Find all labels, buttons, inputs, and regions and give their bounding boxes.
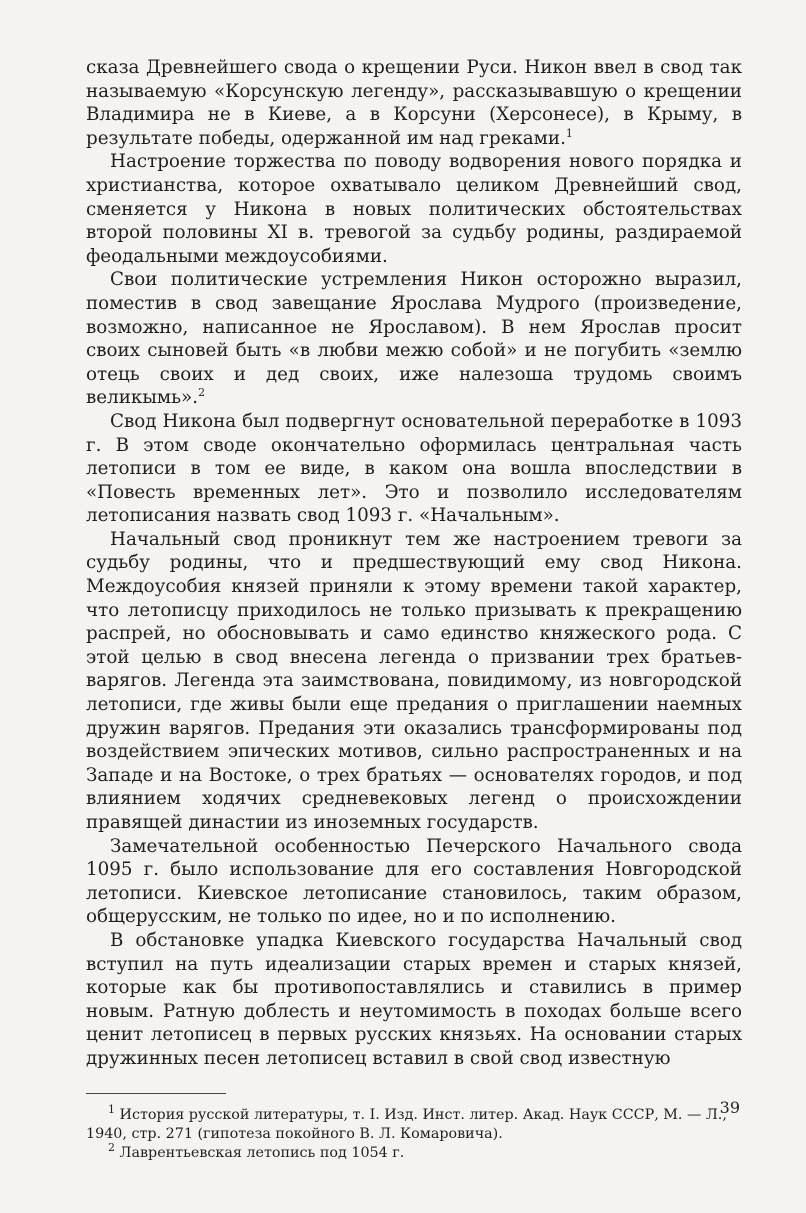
footnotes [86,1102,742,1163]
paragraph-2: Настроение торжества по поводу водворения нового порядка и христианства, которое охватывало целиком Древнейший свод, сменяется у Никона в новых политических обстоятельствах второй половины XI в. тревогой за судьбу родины, раздираемой феодальными междоусобиями. [86,151,742,267]
paragraph-6: Замечательной особенностью Печерского Начального свода 1095 г. было использование для его составления Новгородской летописи. Киевское летописание становилось, таким образом, общерусским, не только по идее, но и по исполнению. [86,835,742,928]
page-number: 39 [719,1098,740,1117]
paragraph-1: сказа Древнейшего свода о крещении Руси. Никон ввел в свод так называемую «Корсунскую легенду», рассказывавшую о крещении Владимира не в Киеве, а в Корсуни (Херсонесе), в Крыму, в результате победы, одержанной им над греками.$^1$ [86,57,742,149]
footnote-ref-2[interactable]: 2 [198,386,206,400]
main-text [86,56,742,1071]
paragraph-3: Свои политические устремления Никон осторожно выразил, поместив в свод завещание Ярослава Мудрого (произведение, возможно, написанное не Ярославом). В нем Ярослав просит своих сыновей быть «в любви межю собой» и не погубить «землю отець своих и дед своих, иже налезоша трудомь своимъ великымь».$^2$ [86,269,742,409]
paragraph-4: Свод Никона был подвергнут основательной переработке в 1093 г. В этом своде окончательно оформилась центральная часть летописи в том ее виде, в каком она вошла впоследствии в «Повесть временных лет». Это и позволило исследователям летописания назвать свод 1093 г. «Начальным». [86,410,742,527]
footnote-mark-1: 1 [108,1102,115,1116]
footnote-2: $^2$ Лаврентьевская летопись под 1054 г. [108,1140,405,1161]
footnote-ref-1[interactable]: 1 [565,126,573,140]
footnote-divider [86,1093,226,1094]
book-page [86,56,742,1163]
paragraph-5: Начальный свод проникнут тем же настроением тревоги за судьбу родины, что и предшествующий ему свод Никона. Междоусобия князей приняли к этому времени такой характер, что летописцу приходилось не только призывать к прекращению распрей, но обосновывать и само единство княжеского рода. С этой целью в свод внесена легенда о призвании трех братьев-варягов. Легенда эта заимствована, повидимому, из новгородской летописи, где живы были еще предания о приглашении наемных дружин варягов. Предания эти оказались трансформированы под воздействием эпических мотивов, сильно распространенных и на Западе и на Востоке, о трех братьях — основателях городов, и под влиянием ходячих средневековых легенд о происхождении правящей династии из иноземных государств. [86,528,742,833]
footnote-mark-2: 2 [108,1140,115,1154]
paragraph-7: В обстановке упадка Киевского государства Начальный свод вступил на путь идеализации старых времен и старых князей, которые как бы противопоставлялись и ставились в пример новым. Ратную доблесть и неутомимость в походах больше всего ценит летописец в первых русских князьях. На основании старых дружинных песен летописец вставил в свой свод известную [86,929,742,1069]
footnote-1: $^1$ История русской литературы, т. I. Изд. Инст. литер. Акад. Наук СССР, М. — Л., 1940, стр. 271 (гипотеза покойного В. Л. Комаровича). [86,1102,727,1142]
